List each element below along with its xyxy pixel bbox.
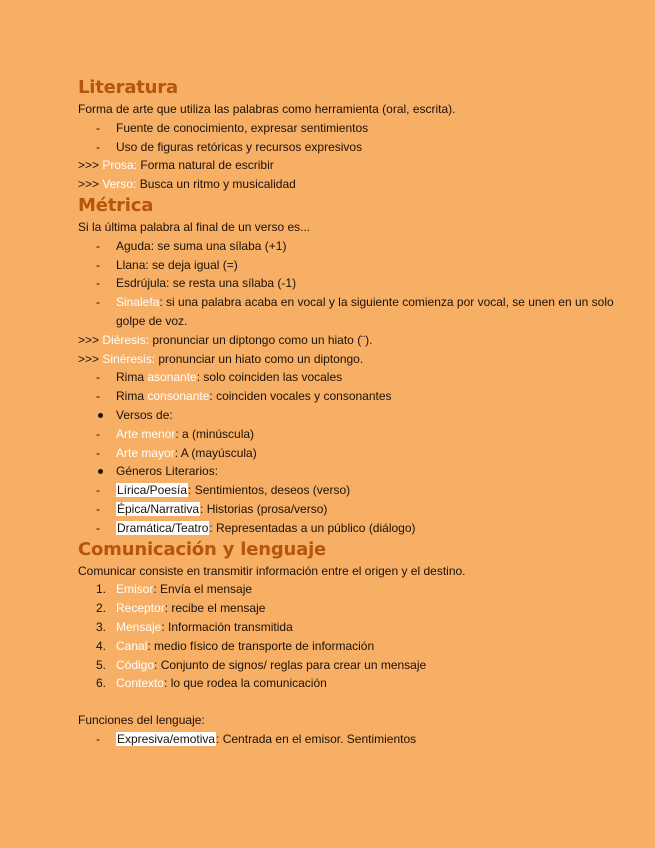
dash-marker: - bbox=[96, 731, 100, 746]
verso-line bbox=[78, 175, 638, 194]
list-item bbox=[78, 481, 638, 500]
dash-marker: - bbox=[96, 238, 100, 253]
list-item-text: Rima bbox=[116, 389, 148, 404]
definition: : Representadas a un público (diálogo) bbox=[209, 520, 416, 535]
list-item bbox=[78, 462, 638, 481]
term-asonante: asonante bbox=[147, 370, 197, 385]
list-item bbox=[78, 580, 638, 599]
term-epica: Épica/Narrativa bbox=[117, 501, 200, 516]
definition: : a (minúscula) bbox=[175, 426, 255, 441]
definition: : Envía el mensaje bbox=[153, 582, 253, 597]
heading-metrica: Métrica bbox=[78, 194, 154, 216]
definition: : coinciden vocales y consonantes bbox=[209, 389, 392, 404]
definition: : recibe el mensaje bbox=[164, 601, 266, 616]
definition: : Historias (prosa/verso) bbox=[200, 501, 328, 516]
number-marker: 3. bbox=[96, 619, 107, 634]
definition: Forma natural de escribir bbox=[137, 158, 274, 173]
dash-marker: - bbox=[96, 445, 100, 460]
definition: : Sentimientos, deseos (verso) bbox=[188, 483, 351, 498]
heading-comunicacion: Comunicación y lenguaje bbox=[78, 538, 327, 560]
list-item bbox=[78, 425, 638, 444]
dash-marker: - bbox=[96, 483, 100, 498]
list-item-text: Uso de figuras retóricas y recursos expresivos bbox=[116, 139, 363, 154]
arrow-prefix: >>> bbox=[78, 332, 103, 347]
term-consonante: consonante bbox=[147, 389, 210, 404]
list-item bbox=[78, 637, 638, 656]
document-page bbox=[78, 76, 638, 749]
number-marker: 2. bbox=[96, 601, 107, 616]
list-item-text: Esdrújula: se resta una sílaba (-1) bbox=[116, 276, 297, 291]
dieresis-line bbox=[78, 331, 638, 350]
definition: : A (mayúscula) bbox=[174, 445, 257, 460]
definition: pronunciar un diptongo como un hiato (¨). bbox=[149, 332, 373, 347]
list-item bbox=[78, 674, 638, 693]
definition: pronunciar un hiato como un diptongo. bbox=[155, 351, 364, 366]
list-item-text: Fuente de conocimiento, expresar sentimientos bbox=[116, 120, 369, 135]
term-prosa: Prosa: bbox=[102, 158, 138, 173]
list-item bbox=[78, 406, 638, 425]
sineresis-line bbox=[78, 350, 638, 369]
term-verso: Verso: bbox=[102, 177, 137, 192]
arrow-prefix: >>> bbox=[78, 158, 103, 173]
number-marker: 1. bbox=[96, 582, 107, 597]
list-item bbox=[78, 730, 638, 749]
term-contexto: Contexto bbox=[116, 676, 165, 691]
list-item-text: Aguda: se suma una sílaba (+1) bbox=[116, 238, 287, 253]
list-item bbox=[78, 138, 638, 157]
dash-marker: - bbox=[96, 276, 100, 291]
arrow-prefix: >>> bbox=[78, 351, 103, 366]
dash-marker: - bbox=[96, 501, 100, 516]
term-mensaje: Mensaje bbox=[116, 619, 162, 634]
metrica-intro: Si la última palabra al final de un verso es... bbox=[78, 219, 311, 234]
bullet-dot-icon bbox=[98, 413, 103, 418]
list-item bbox=[78, 368, 638, 387]
term-sineresis: Sinéresis: bbox=[102, 351, 156, 366]
list-item bbox=[78, 500, 638, 519]
dash-marker: - bbox=[96, 370, 100, 385]
arrow-prefix: >>> bbox=[78, 177, 103, 192]
term-dieresis: Diéresis: bbox=[102, 332, 150, 347]
list-item bbox=[78, 618, 638, 637]
number-marker: 4. bbox=[96, 638, 107, 653]
funciones-title: Funciones del lenguaje: bbox=[78, 713, 205, 728]
term-lirica: Lírica/Poesía bbox=[117, 483, 188, 498]
list-item bbox=[78, 387, 638, 406]
term-codigo: Código bbox=[116, 657, 155, 672]
term-sinalefa: Sinalefa bbox=[116, 295, 160, 310]
list-item bbox=[78, 274, 638, 293]
definition: : medio físico de transporte de información bbox=[147, 638, 375, 653]
term-emisor: Emisor bbox=[116, 582, 154, 597]
list-item-text: Versos de: bbox=[116, 407, 173, 422]
list-item bbox=[78, 599, 638, 618]
term-canal: Canal bbox=[116, 638, 148, 653]
list-item bbox=[78, 119, 638, 138]
comunicacion-intro: Comunicar consiste en transmitir información entre el origen y el destino. bbox=[78, 563, 466, 578]
list-item-text: Rima bbox=[116, 370, 148, 385]
literatura-intro: Forma de arte que utiliza las palabras como herramienta (oral, escrita). bbox=[78, 102, 456, 116]
dash-marker: - bbox=[96, 139, 100, 154]
term-expresiva: Expresiva/emotiva bbox=[117, 731, 216, 746]
term-arte-mayor: Arte mayor bbox=[116, 445, 175, 460]
list-item bbox=[78, 519, 638, 538]
dash-marker: - bbox=[96, 520, 100, 535]
definition: : Conjunto de signos/ reglas para crear un mensaje bbox=[154, 657, 427, 672]
list-item bbox=[78, 237, 638, 256]
heading-literatura: Literatura bbox=[78, 77, 178, 98]
number-marker: 5. bbox=[96, 657, 107, 672]
dash-marker: - bbox=[96, 120, 100, 135]
list-item-text: Géneros Literarios: bbox=[116, 464, 219, 479]
definition: : Centrada en el emisor. Sentimientos bbox=[216, 731, 417, 746]
definition: : solo coinciden las vocales bbox=[196, 370, 343, 385]
dash-marker: - bbox=[96, 295, 100, 310]
bullet-dot-icon bbox=[98, 469, 103, 474]
list-item bbox=[78, 256, 638, 275]
term-dramatica: Dramática/Teatro bbox=[117, 520, 209, 535]
dash-marker: - bbox=[96, 389, 100, 404]
definition: : si una palabra acaba en vocal y la siguiente comienza por vocal, se unen en un solo golpe de voz. bbox=[116, 295, 614, 328]
term-arte-menor: Arte menor bbox=[116, 426, 176, 441]
dash-marker: - bbox=[96, 257, 100, 272]
list-item bbox=[78, 656, 638, 675]
term-receptor: Receptor bbox=[116, 601, 165, 616]
list-item bbox=[78, 444, 638, 463]
definition: : Información transmitida bbox=[161, 619, 293, 634]
prosa-line bbox=[78, 156, 638, 175]
list-item bbox=[78, 293, 638, 331]
definition: Busca un ritmo y musicalidad bbox=[136, 177, 296, 192]
list-item-text: Llana: se deja igual (=) bbox=[116, 257, 238, 272]
definition: : lo que rodea la comunicación bbox=[164, 676, 327, 691]
spacer bbox=[78, 693, 638, 711]
number-marker: 6. bbox=[96, 676, 107, 691]
dash-marker: - bbox=[96, 426, 100, 441]
